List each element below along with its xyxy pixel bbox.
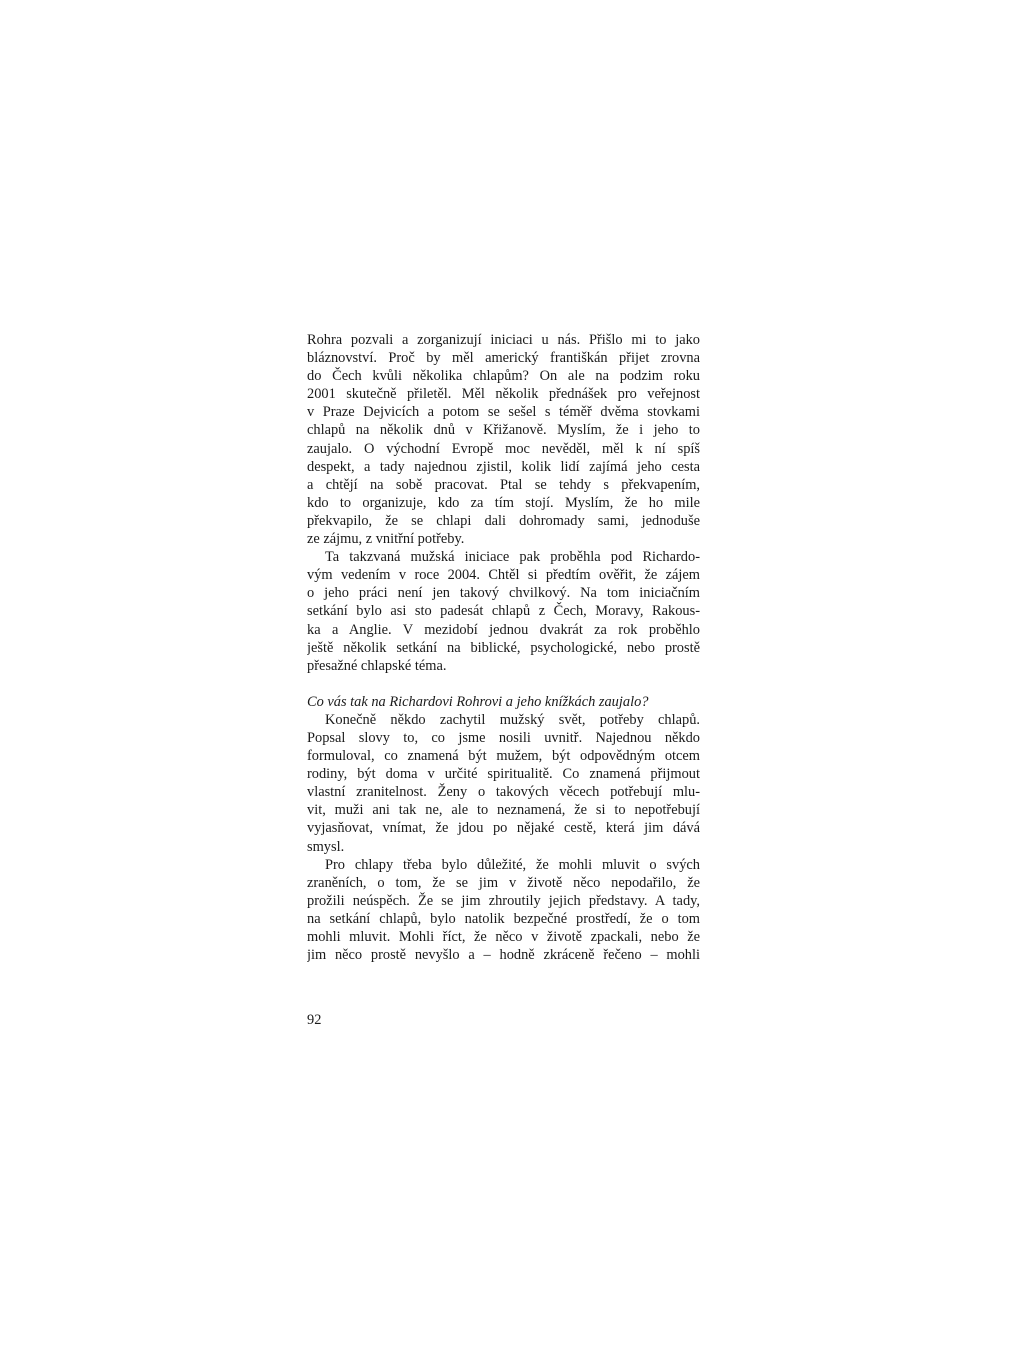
text-line: prožili neúspěch. Že se jim zhroutily jejich představy. A tady,: [307, 892, 700, 909]
text-line: Ta takzvaná mužská iniciace pak proběhla pod Richardo-: [325, 549, 700, 566]
text-line: chlapů na několik dnů v Křižanově. Myslím, že i jeho to: [307, 422, 700, 439]
text-line: kdo to organizuje, kdo za tím stojí. Myslím, že ho mile: [307, 494, 700, 511]
text-line: Popsal slovy to, co jsme nosili uvnitř. Najednou někdo: [307, 729, 700, 746]
paragraph-chlapi: [307, 856, 700, 965]
text-line: despekt, a tady najednou zjistil, kolik lidí zajímá jeho cesta: [307, 458, 700, 475]
page-number: 92: [307, 1012, 322, 1028]
text-line: v Praze Dejvicích a potom se sešel s téměř dvěma stovkami: [307, 404, 700, 421]
text-line: vit, muži ani tak ne, ale to neznamená, že si to nepotřebují: [307, 802, 700, 819]
text-line: bláznovství. Proč by měl americký františkán přijet zrovna: [307, 350, 700, 367]
text-line: 2001 skutečně přiletěl. Měl několik přednášek pro veřejnost: [307, 386, 700, 403]
paragraph-iniciace: [307, 548, 700, 675]
text-line: ka a Anglie. V mezidobí jednou dvakrát za rok proběhlo: [307, 621, 700, 638]
text-line: vým vedením v roce 2004. Chtěl si předtím ověřit, že zájem: [307, 567, 700, 584]
paragraph-answer: [307, 711, 700, 856]
text-line: Konečně někdo zachytil mužský svět, potřeby chlapů.: [325, 711, 700, 728]
interview-question: Co vás tak na Richardovi Rohrovi a jeho knížkách zaujalo?: [307, 693, 649, 710]
text-line: smysl.: [307, 838, 345, 855]
text-line: Pro chlapy třeba bylo důležité, že mohli mluvit o svých: [325, 856, 700, 873]
body-text: [307, 331, 700, 964]
text-line: mohli mluvit. Mohli říct, že něco v životě zpackali, nebo že: [307, 929, 700, 945]
text-line: ještě několik setkání na biblické, psychologické, nebo prostě: [307, 639, 700, 656]
text-line: zraněních, o tom, že se jim v životě něco nepodařilo, že: [307, 874, 700, 891]
text-line: na setkání chlapů, bylo natolik bezpečné prostředí, že o tom: [307, 910, 700, 927]
text-line: do Čech kvůli několika chlapům? On ale na podzim roku: [307, 368, 700, 385]
text-line: ze zájmu, z vnitřní potřeby.: [307, 531, 465, 548]
text-line: překvapilo, že se chlapi dali dohromady sami, jednoduše: [307, 512, 700, 529]
text-line: Rohra pozvali a zorganizují iniciaci u nás. Přišlo mi to jako: [307, 332, 700, 348]
text-line: rodiny, být doma v určité spiritualitě. Co znamená přijmout: [307, 766, 700, 783]
paragraph-continued: [307, 331, 700, 548]
text-line: setkání bylo asi sto padesát chlapů z Čech, Moravy, Rakous-: [307, 603, 700, 620]
text-line: jim něco prostě nevyšlo a – hodně zkráceně řečeno – mohli: [307, 947, 700, 964]
text-line: formuloval, co znamená být mužem, být odpovědným otcem: [307, 748, 700, 765]
text-line: o jeho práci není jen takový chvilkový. Na tom iniciačním: [307, 585, 700, 602]
text-line: vlastní zranitelnost. Ženy o takových věcech potřebují mlu-: [307, 784, 700, 801]
text-line: zaujalo. O východní Evropě moc nevěděl, měl k ní spíš: [307, 440, 700, 457]
text-line: přesažné chlapské téma.: [307, 657, 447, 674]
text-line: vyjasňovat, vnímat, že jdou po nějaké cestě, která jim dává: [307, 820, 700, 837]
paragraph-gap: [307, 675, 700, 693]
text-line: a chtějí na sobě pracovat. Ptal se tehdy s překvapením,: [307, 476, 700, 493]
